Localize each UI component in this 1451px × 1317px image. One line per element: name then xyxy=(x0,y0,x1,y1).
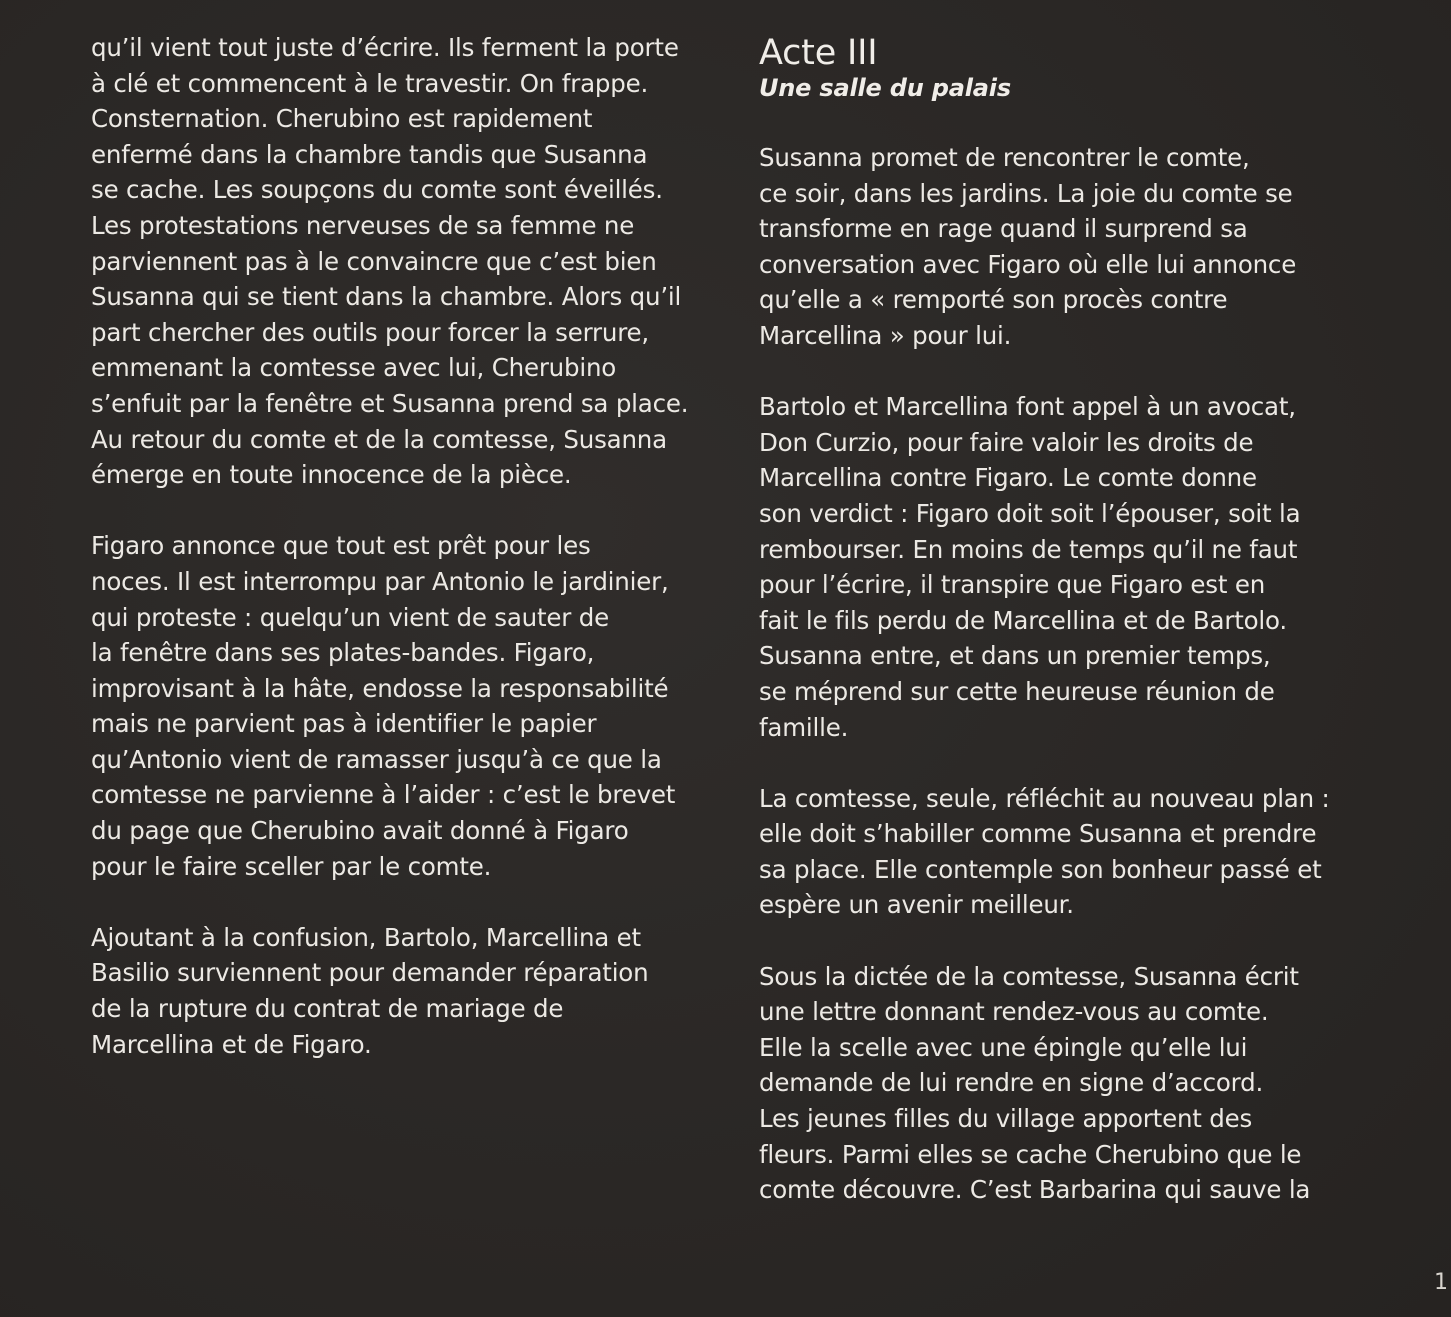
synopsis-paragraph xyxy=(759,781,1359,923)
synopsis-paragraph xyxy=(91,528,721,884)
act-title: Acte III xyxy=(759,33,878,73)
text-line: pour l’écrire, il transpire que Figaro est en xyxy=(759,570,1266,600)
text-line: qu’Antonio vient de ramasser jusqu’à ce que la xyxy=(91,744,662,774)
text-line: demande de lui rendre en signe d’accord. xyxy=(759,1068,1264,1098)
text-line: émerge en toute innocence de la pièce. xyxy=(91,460,572,490)
text-line: part chercher des outils pour forcer la serrure, xyxy=(91,317,650,347)
text-line: noces. Il est interrompu par Antonio le jardinier, xyxy=(91,566,669,596)
text-line: Consternation. Cherubino est rapidement xyxy=(91,104,593,134)
text-line: Les jeunes filles du village apportent des xyxy=(759,1104,1253,1134)
text-line: qu’il vient tout juste d’écrire. Ils ferment la porte xyxy=(91,33,679,62)
text-line: conversation avec Figaro où elle lui annonce xyxy=(759,249,1297,279)
text-line: Susanna qui se tient dans la chambre. Alors qu’il xyxy=(91,282,682,312)
text-line: Susanna promet de rencontrer le comte, xyxy=(759,143,1250,172)
text-line: fait le fils perdu de Marcellina et de Bartolo. xyxy=(759,605,1287,635)
text-line: improvisant à la hâte, endosse la responsabilité xyxy=(91,673,669,703)
text-line: mais ne parvient pas à identifier le papier xyxy=(91,709,597,739)
text-line: qu’elle a « remporté son procès contre xyxy=(759,285,1228,315)
page-number: 1 xyxy=(1434,1270,1448,1295)
text-line: transforme en rage quand il surprend sa xyxy=(759,214,1248,244)
text-line: Marcellina contre Figaro. Le comte donne xyxy=(759,463,1257,493)
text-line: son verdict : Figaro doit soit l’épouser, soit la xyxy=(759,498,1301,528)
synopsis-paragraph xyxy=(91,30,721,493)
text-line: qui proteste : quelqu’un vient de sauter de xyxy=(91,602,609,632)
text-line: comte découvre. C’est Barbarina qui sauve la xyxy=(759,1175,1311,1205)
text-line: Basilio surviennent pour demander réparation xyxy=(91,958,649,988)
text-line: Don Curzio, pour faire valoir les droits de xyxy=(759,427,1254,457)
synopsis-paragraph xyxy=(759,959,1359,1208)
text-line: pour le faire sceller par le comte. xyxy=(91,851,492,881)
left-column xyxy=(91,30,721,1098)
synopsis-paragraph xyxy=(91,920,721,1062)
text-line: ce soir, dans les jardins. La joie du comte se xyxy=(759,178,1293,208)
text-line: sa place. Elle contemple son bonheur passé et xyxy=(759,854,1322,884)
text-line: famille. xyxy=(759,712,849,742)
text-line: Les protestations nerveuses de sa femme ne xyxy=(91,210,635,240)
text-line: comtesse ne parvienne à l’aider : c’est le brevet xyxy=(91,780,676,810)
text-line: Sous la dictée de la comtesse, Susanna écrit xyxy=(759,961,1299,991)
text-line: se méprend sur cette heureuse réunion de xyxy=(759,676,1275,706)
text-line: se cache. Les soupçons du comte sont éveillés. xyxy=(91,175,663,205)
text-line: elle doit s’habiller comme Susanna et prendre xyxy=(759,819,1317,849)
text-line: du page que Cherubino avait donné à Figaro xyxy=(91,816,629,846)
text-line: Au retour du comte et de la comtesse, Susanna xyxy=(91,424,667,454)
synopsis-paragraph xyxy=(759,140,1359,354)
text-line: enfermé dans la chambre tandis que Susanna xyxy=(91,139,648,169)
synopsis-paragraph xyxy=(759,389,1359,745)
act-subtitle: Une salle du palais xyxy=(759,74,1011,102)
text-line: Marcellina et de Figaro. xyxy=(91,1029,372,1059)
text-line: Susanna entre, et dans un premier temps, xyxy=(759,641,1271,671)
text-line: parviennent pas à le convaincre que c’est bien xyxy=(91,246,657,276)
text-line: emmenant la comtesse avec lui, Cherubino xyxy=(91,353,617,383)
text-line: Elle la scelle avec une épingle qu’elle lui xyxy=(759,1032,1248,1062)
text-line: à clé et commencent à le travestir. On frappe. xyxy=(91,68,649,98)
text-line: s’enfuit par la fenêtre et Susanna prend sa place. xyxy=(91,388,689,418)
text-line: La comtesse, seule, réfléchit au nouveau plan : xyxy=(759,783,1330,813)
text-line: la fenêtre dans ses plates-bandes. Figaro, xyxy=(91,638,595,668)
text-line: une lettre donnant rendez-vous au comte. xyxy=(759,997,1269,1027)
text-line: Bartolo et Marcellina font appel à un avocat, xyxy=(759,392,1296,422)
text-line: espère un avenir meilleur. xyxy=(759,890,1074,920)
text-line: Marcellina » pour lui. xyxy=(759,320,1012,350)
text-line: Ajoutant à la confusion, Bartolo, Marcellina et xyxy=(91,922,641,952)
text-line: Figaro annonce que tout est prêt pour les xyxy=(91,531,591,561)
text-line: de la rupture du contrat de mariage de xyxy=(91,994,564,1024)
right-column xyxy=(759,30,1359,1243)
text-line: rembourser. En moins de temps qu’il ne faut xyxy=(759,534,1298,564)
text-line: fleurs. Parmi elles se cache Cherubino que le xyxy=(759,1139,1302,1169)
